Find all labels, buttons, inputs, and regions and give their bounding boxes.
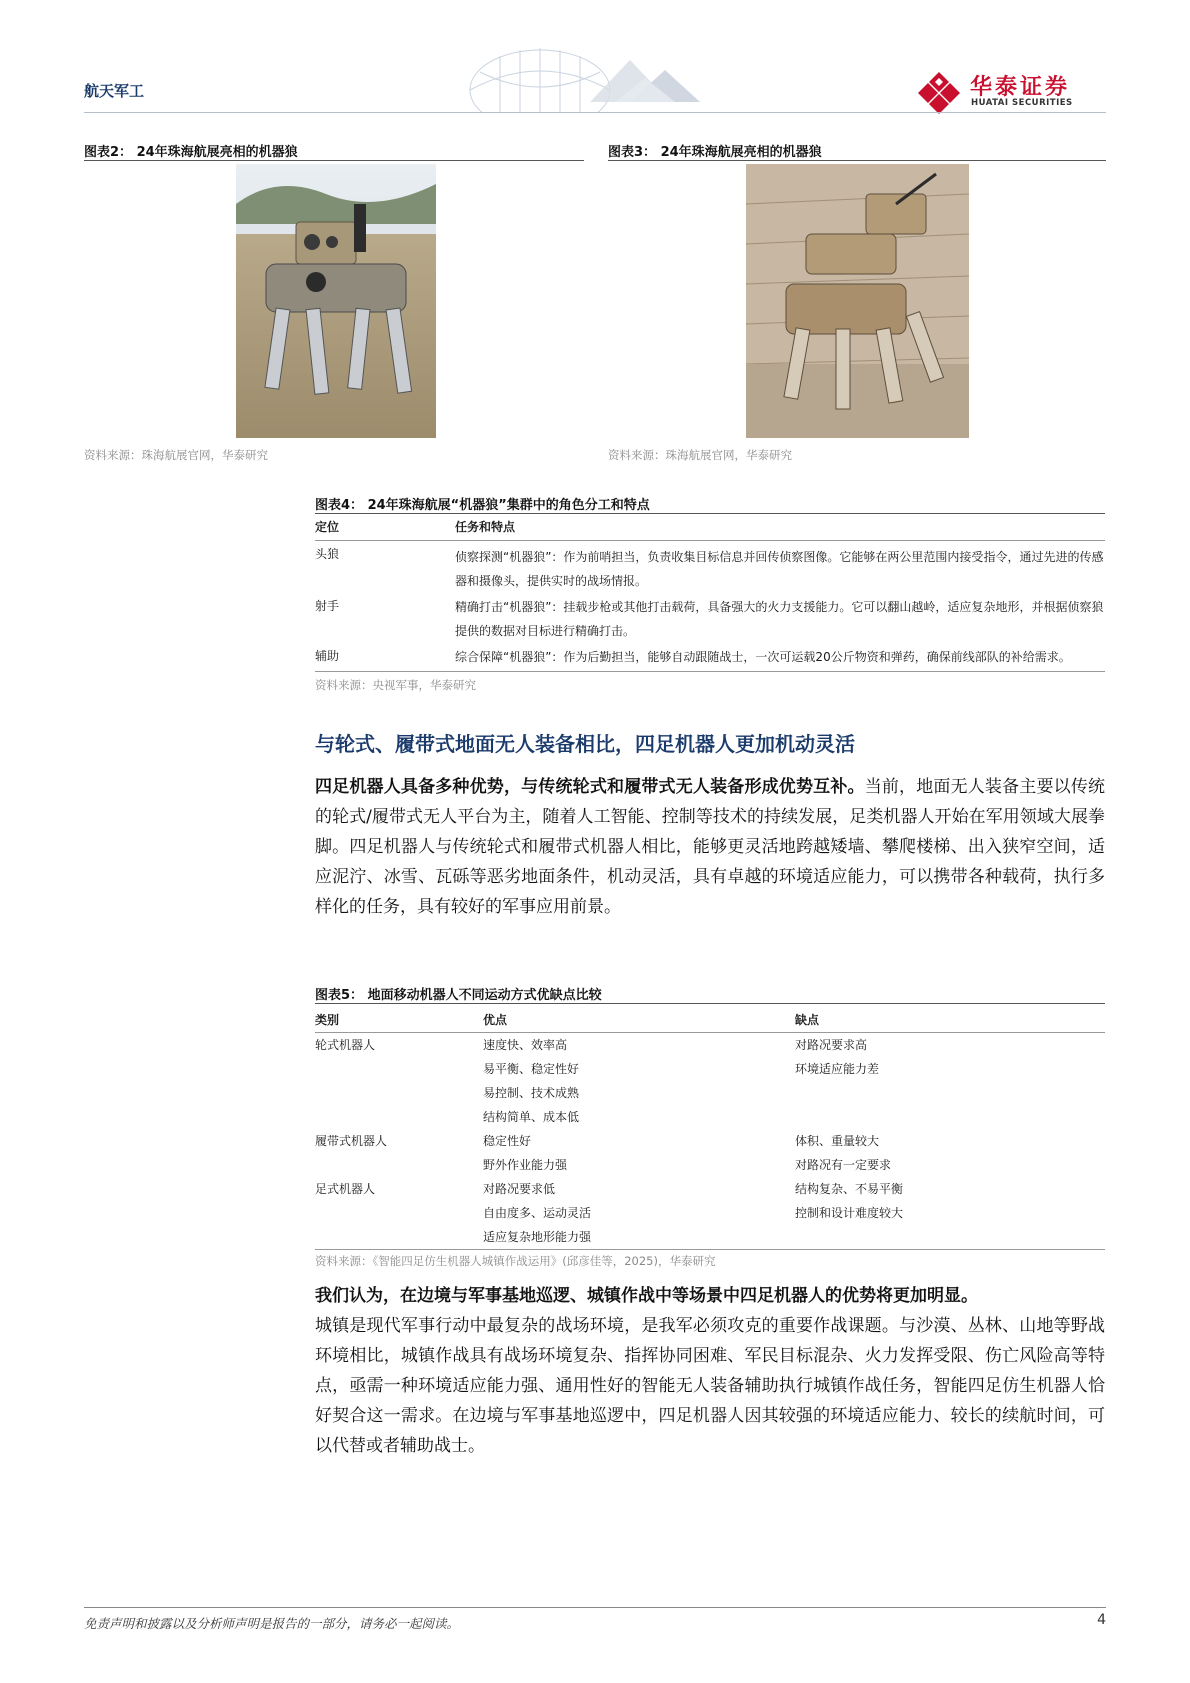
table-5-category [315, 1201, 483, 1225]
table-5 [315, 1008, 1105, 1269]
table-5-title: 图表5： 地面移动机器人不同运动方式优缺点比较 [315, 988, 602, 1003]
paragraph-2-body: 城镇是现代军事行动中最复杂的战场环境，是我军必须攻克的重要作战课题。与沙漠、丛林、山地等野战环境相比，城镇作战具有战场环境复杂、指挥协同困难、军民目标混杂、火力发挥受限、伤亡风险高等特点，亟需一种环境适应能力强、通用性好的智能无人装备辅助执行城镇作战任务，智能四足仿生机器人恰好契合这一需求。在边境与军事基地巡逻中，四足机器人因其较强的环境适应能力、较长的续航时间，可以代替或者辅助战士。 [315, 1316, 1105, 1456]
robot-dog-photo-2 [746, 164, 969, 438]
table-row [315, 1153, 1105, 1177]
table-5-category: 轮式机器人 [315, 1038, 376, 1052]
table-row [315, 645, 1105, 672]
table-row [315, 1129, 1105, 1153]
table-5-pro: 野外作业能力强 [483, 1158, 568, 1172]
table-5-pro: 易平衡、稳定性好 [483, 1062, 580, 1076]
table-5-header-cons: 缺点 [795, 1013, 820, 1027]
table-row [315, 1033, 1105, 1058]
table-4-desc: 侦察探测“机器狼”：作为前哨担当，负责收集目标信息并回传侦察图像。它能够在两公里范围内接受指令，通过先进的传感器和摄像头，提供实时的战场情报。 [455, 540, 1105, 595]
table-5-pro: 易控制、技术成熟 [483, 1086, 580, 1100]
table-5-pro: 稳定性好 [483, 1134, 532, 1148]
table-5-category [315, 1057, 483, 1081]
table-row [315, 1201, 1105, 1225]
figure-3-title: 图表3： 24年珠海航展亮相的机器狼 [608, 145, 822, 160]
table-5-category [315, 1153, 483, 1177]
table-5-con: 结构复杂、不易平衡 [795, 1182, 904, 1196]
table-5-con [795, 1105, 1105, 1129]
section-tag: 航天军工 [84, 82, 145, 100]
brand-name-en: HUATAI SECURITIES [971, 98, 1073, 108]
table-4-title: 图表4： 24年珠海航展“机器狼”集群中的角色分工和特点 [315, 498, 650, 513]
header-divider [84, 112, 1106, 113]
table-5-pro: 对路况要求低 [483, 1182, 556, 1196]
table-5-header-category: 类别 [315, 1013, 340, 1027]
table-4-header-desc: 任务和特点 [455, 520, 516, 534]
footer-disclaimer: 免责声明和披露以及分析师声明是报告的一部分，请务必一起阅读。 [84, 1616, 460, 1631]
table-4 [315, 518, 1105, 693]
figure-2-rule [84, 160, 584, 161]
paragraph-2-lead: 我们认为，在边境与军事基地巡逻、城镇作战中等场景中四足机器人的优势将更加明显。 [315, 1286, 978, 1306]
table-5-con: 控制和设计难度较大 [795, 1206, 904, 1220]
table-row [315, 1225, 1105, 1250]
section-heading: 与轮式、履带式地面无人装备相比，四足机器人更加机动灵活 [315, 732, 855, 756]
brand-logo [916, 70, 1106, 114]
table-5-pro: 结构简单、成本低 [483, 1110, 580, 1124]
table-row [315, 540, 1105, 595]
table-5-rule [315, 1003, 1105, 1004]
table-4-role: 头狼 [315, 540, 455, 595]
page-number: 4 [1097, 1612, 1106, 1628]
table-row [315, 1057, 1105, 1081]
figure-3-source: 资料来源：珠海航展官网，华泰研究 [608, 448, 792, 462]
table-5-con: 对路况要求高 [795, 1038, 868, 1052]
table-5-category [315, 1105, 483, 1129]
table-5-category [315, 1225, 483, 1250]
footer-divider [84, 1607, 1106, 1608]
table-5-category: 足式机器人 [315, 1182, 376, 1196]
table-5-pro: 自由度多、运动灵活 [483, 1206, 592, 1220]
table-5-pro: 速度快、效率高 [483, 1038, 568, 1052]
table-5-category [315, 1081, 483, 1105]
table-4-rule [315, 513, 1105, 514]
table-4-header-role: 定位 [315, 520, 340, 534]
paragraph-1 [315, 772, 1105, 922]
table-4-source: 资料来源：央视军事，华泰研究 [315, 677, 476, 692]
table-row [315, 1177, 1105, 1201]
table-4-role: 射手 [315, 598, 340, 613]
table-4-desc: 精确打击“机器狼”：挂载步枪或其他打击载荷，具备强大的火力支援能力。它可以翻山越岭，适应复杂地形，并根据侦察狼提供的数据对目标进行精确打击。 [455, 599, 1104, 638]
table-row [315, 1081, 1105, 1105]
huatai-logo-icon [916, 70, 962, 114]
paragraph-1-lead: 四足机器人具备多种优势，与传统轮式和履带式无人装备形成优势互补。 [315, 777, 865, 797]
table-5-con: 对路况有一定要求 [795, 1158, 892, 1172]
paragraph-1-body: 当前，地面无人装备主要以传统的轮式/履带式无人平台为主，随着人工智能、控制等技术的持续发展，足类机器人开始在军用领域大展拳脚。四足机器人与传统轮式和履带式机器人相比，能够更灵活地跨越矮墙、攀爬楼梯、出入狭窄空间，适应泥泞、冰雪、瓦砾等恶劣地面条件，机动灵活，具有卓越的环境适应能力，可以携带各种载荷，执行多样化的任务，具有较好的军事应用前景。 [315, 777, 1105, 917]
table-5-pro: 适应复杂地形能力强 [483, 1230, 592, 1244]
table-row [315, 1105, 1105, 1129]
figure-2-title: 图表2： 24年珠海航展亮相的机器狼 [84, 145, 298, 160]
table-4-role: 辅助 [315, 645, 455, 672]
table-5-con: 环境适应能力差 [795, 1062, 880, 1076]
table-5-con: 体积、重量较大 [795, 1134, 880, 1148]
figure-2-source: 资料来源：珠海航展官网，华泰研究 [84, 448, 268, 462]
table-5-header-pros: 优点 [483, 1013, 508, 1027]
brand-name-cn: 华泰证券 [970, 75, 1071, 100]
table-5-category: 履带式机器人 [315, 1134, 388, 1148]
table-5-con [795, 1225, 1105, 1250]
table-4-desc: 综合保障“机器狼”：作为后勤担当，能够自动跟随战士，一次可运载20公斤物资和弹药，确保前线部队的补给需求。 [455, 645, 1105, 672]
figure-3-rule [608, 160, 1106, 161]
table-5-source: 资料来源：《智能四足仿生机器人城镇作战运用》(邱彦佳等，2025)，华泰研究 [315, 1254, 716, 1268]
robot-dog-photo-1 [236, 164, 436, 438]
header-decoration [430, 42, 730, 112]
table-row [315, 595, 1105, 645]
paragraph-2 [315, 1281, 1105, 1461]
table-5-con [795, 1081, 1105, 1105]
